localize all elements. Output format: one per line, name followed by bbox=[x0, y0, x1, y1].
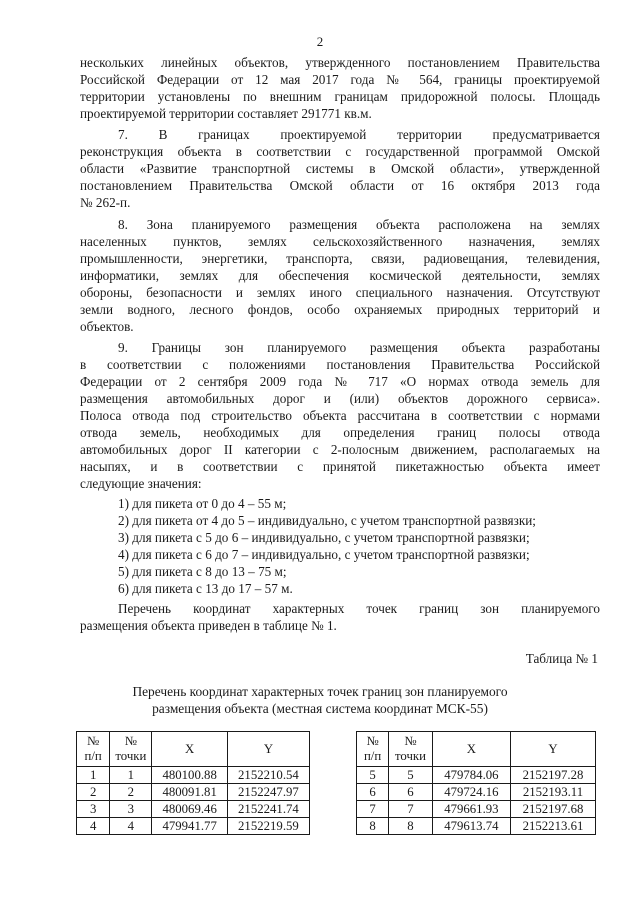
cell-number: 3 bbox=[77, 801, 110, 818]
header-number: № п/п bbox=[357, 732, 389, 767]
cell-number: 7 bbox=[357, 801, 389, 818]
text-line: размещения объекта приведен в таблице № 1. bbox=[80, 618, 337, 633]
cell-y: 2152219.59 bbox=[227, 818, 309, 835]
text-line: области «Развитие транспортной системы в Омской области», утвержденной bbox=[80, 161, 600, 176]
table-title: размещения объекта (местная система координат МСК-55) bbox=[152, 701, 488, 716]
header-point: № точки bbox=[110, 732, 152, 767]
cell-y: 2152197.68 bbox=[510, 801, 595, 818]
table-label: Таблица № 1 bbox=[525, 651, 598, 666]
text-line: проектируемой территории составляет 291771 кв.м. bbox=[80, 106, 372, 121]
cell-x: 480069.46 bbox=[152, 801, 227, 818]
table-row bbox=[77, 767, 310, 784]
cell-point: 2 bbox=[110, 784, 152, 801]
text-line: Федерации от 2 сентября 2009 года № 717 «О нормах отвода земель для bbox=[80, 374, 600, 389]
text-line: 8. Зона планируемого размещения объекта расположена на землях bbox=[118, 217, 600, 232]
cell-x: 480091.81 bbox=[152, 784, 227, 801]
list-item: 6) для пикета с 13 до 17 – 57 м. bbox=[118, 581, 293, 596]
table-title: Перечень координат характерных точек границ зон планируемого bbox=[132, 684, 508, 699]
cell-number: 4 bbox=[77, 818, 110, 835]
text-line: территории установлены по внешним границам придорожной полосы. Площадь bbox=[80, 89, 600, 104]
table-row bbox=[77, 784, 310, 801]
cell-x: 479724.16 bbox=[432, 784, 510, 801]
table-row bbox=[77, 801, 310, 818]
text-line: насыпях, и в соответствии с принятой пикетажностью объекта имеет bbox=[80, 459, 600, 474]
cell-number: 1 bbox=[77, 767, 110, 784]
cell-point: 5 bbox=[389, 767, 433, 784]
cell-x: 479613.74 bbox=[432, 818, 510, 835]
text-line: информатики, землях для обеспечения космической деятельности, землях bbox=[80, 268, 600, 283]
header-number: № п/п bbox=[77, 732, 110, 767]
text-line: 7. В границах проектируемой территории предусматривается bbox=[118, 127, 600, 142]
cell-point: 6 bbox=[389, 784, 433, 801]
text-line: отвода земель, необходимых для определения границ полосы отвода bbox=[80, 425, 600, 440]
cell-x: 479784.06 bbox=[432, 767, 510, 784]
table-row bbox=[77, 818, 310, 835]
cell-point: 7 bbox=[389, 801, 433, 818]
table-header-row bbox=[357, 732, 596, 767]
text-line: нескольких линейных объектов, утвержденного постановлением Правительства bbox=[80, 55, 600, 70]
text-line: размещения автомобильных дорог и (или) объектов дорожного сервиса». bbox=[80, 391, 600, 406]
cell-x: 480100.88 bbox=[152, 767, 227, 784]
cell-y: 2152247.97 bbox=[227, 784, 309, 801]
list-item: 1) для пикета от 0 до 4 – 55 м; bbox=[118, 496, 287, 511]
list-item: 2) для пикета от 4 до 5 – индивидуально, с учетом транспортной развязки; bbox=[118, 513, 536, 528]
cell-number: 2 bbox=[77, 784, 110, 801]
text-line: обороны, безопасности и землях иного специального назначения. Отсутствуют bbox=[80, 285, 600, 300]
cell-y: 2152197.28 bbox=[510, 767, 595, 784]
table-header-row bbox=[77, 732, 310, 767]
header-point: № точки bbox=[389, 732, 433, 767]
table-row bbox=[357, 767, 596, 784]
coordinates-table-right bbox=[356, 731, 596, 835]
list-item: 3) для пикета с 5 до 6 – индивидуально, с учетом транспортной развязки; bbox=[118, 530, 530, 545]
cell-y: 2152213.61 bbox=[510, 818, 595, 835]
header-y: Y bbox=[510, 732, 595, 767]
cell-x: 479661.93 bbox=[432, 801, 510, 818]
page-number: 2 bbox=[316, 34, 324, 49]
text-line: промышленности, энергетики, транспорта, связи, радиовещания, телевидения, bbox=[80, 251, 600, 266]
text-line: населенных пунктов, землях сельскохозяйственного назначения, землях bbox=[80, 234, 600, 249]
text-line: 9. Границы зон планируемого размещения объекта разработаны bbox=[118, 340, 600, 355]
cell-point: 8 bbox=[389, 818, 433, 835]
cell-number: 5 bbox=[357, 767, 389, 784]
header-x: X bbox=[152, 732, 227, 767]
cell-point: 4 bbox=[110, 818, 152, 835]
text-line: объектов. bbox=[80, 319, 134, 334]
cell-point: 1 bbox=[110, 767, 152, 784]
header-y: Y bbox=[227, 732, 309, 767]
table-row bbox=[357, 818, 596, 835]
table-row bbox=[357, 801, 596, 818]
cell-point: 3 bbox=[110, 801, 152, 818]
text-line: в соответствии с положениями постановления Правительства Российской bbox=[80, 357, 600, 372]
text-line: Перечень координат характерных точек границ зон планируемого bbox=[118, 601, 600, 616]
cell-x: 479941.77 bbox=[152, 818, 227, 835]
text-line: № 262-п. bbox=[80, 195, 131, 210]
cell-y: 2152241.74 bbox=[227, 801, 309, 818]
header-x: X bbox=[432, 732, 510, 767]
list-item: 5) для пикета с 8 до 13 – 75 м; bbox=[118, 564, 287, 579]
cell-number: 8 bbox=[357, 818, 389, 835]
text-line: Полоса отвода под строительство объекта рассчитана в соответствии с нормами bbox=[80, 408, 600, 423]
cell-y: 2152193.11 bbox=[510, 784, 595, 801]
text-line: автомобильных дорог II категории с 2-полосным движением, располагаемых на bbox=[80, 442, 600, 457]
cell-number: 6 bbox=[357, 784, 389, 801]
table-row bbox=[357, 784, 596, 801]
list-item: 4) для пикета с 6 до 7 – индивидуально, с учетом транспортной развязки; bbox=[118, 547, 530, 562]
text-line: постановлением Правительства Омской области от 16 октября 2013 года bbox=[80, 178, 600, 193]
text-line: земли водного, лесного фондов, особо охраняемых природных территорий и bbox=[80, 302, 600, 317]
text-line: реконструкция объекта в соответствии с государственной программой Омской bbox=[80, 144, 600, 159]
text-line: Российской Федерации от 12 мая 2017 года № 564, границы проектируемой bbox=[80, 72, 600, 87]
cell-y: 2152210.54 bbox=[227, 767, 309, 784]
text-line: следующие значения: bbox=[80, 476, 202, 491]
coordinates-table-left bbox=[76, 731, 310, 835]
